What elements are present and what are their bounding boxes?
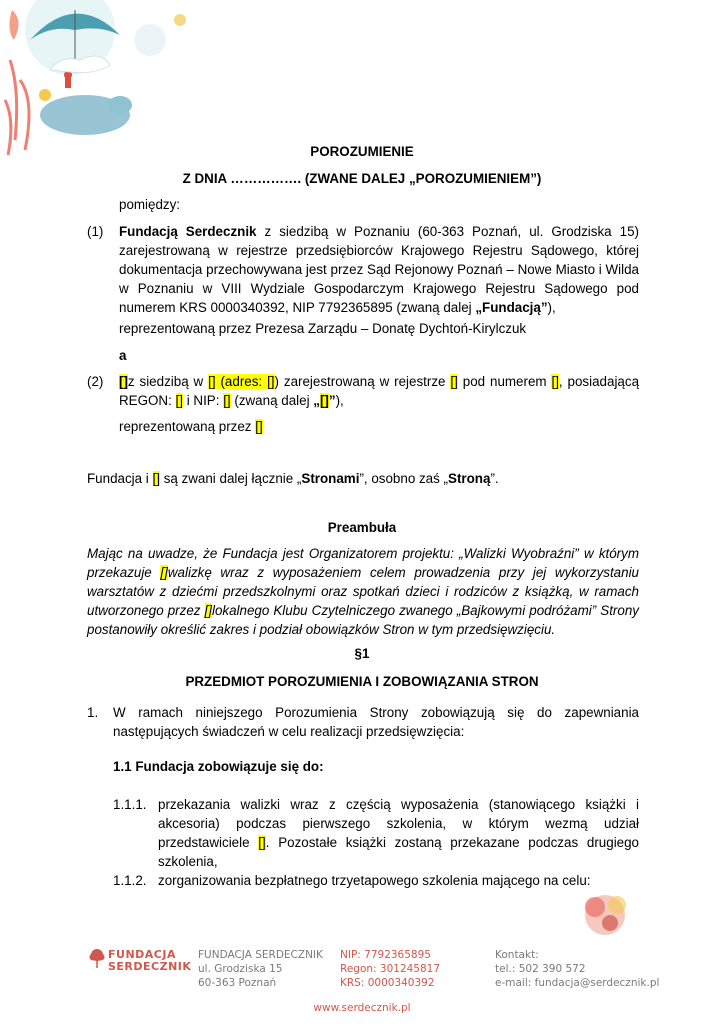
- placeholder-regon[interactable]: []: [175, 393, 183, 408]
- sub111-text: [158, 795, 639, 871]
- placeholder-register[interactable]: []: [450, 374, 458, 389]
- document-title: POROZUMIENIE: [310, 144, 414, 159]
- section-heading: PRZEDMIOT POROZUMIENIA I ZOBOWIĄZANIA STRON: [185, 674, 539, 689]
- placeholder-short-name[interactable]: []: [319, 393, 329, 408]
- footer-address: [198, 948, 323, 990]
- footer-regon: Regon: 301245817: [340, 963, 441, 975]
- parties-term-strona: Stroną: [448, 471, 491, 486]
- footer-nip: NIP: 7792365895: [340, 949, 431, 961]
- placeholder-preamble-1[interactable]: []: [160, 565, 168, 580]
- header-illustration: [0, 0, 200, 160]
- item1-text: W ramach niniejszego Porozumienia Strony zobowiązują się do zapewniania następujących świadczeń w celu realizacji przedsięwzięcia:: [113, 705, 639, 739]
- parties-text-4: ”.: [490, 471, 499, 486]
- sub11-heading: 1.1 Fundacja zobowiązuje się do:: [113, 759, 324, 774]
- placeholder-sub111[interactable]: []: [258, 835, 266, 850]
- footer-tel: tel.: 502 390 572: [495, 963, 586, 975]
- party1-end: ),: [547, 300, 556, 315]
- footer-krs: KRS: 0000340392: [340, 977, 435, 989]
- party2-quote-close: ”: [328, 393, 336, 408]
- party2-number: (2): [87, 374, 104, 389]
- conjunction-and: a: [119, 348, 127, 363]
- preamble-text-3: lokalnego Klubu Czytelniczego zwanego „Bajkowymi podróżami” Strony postanowiły określić zakres i podział obowiązków Stron w tym przedsięwzięciu.: [87, 603, 639, 637]
- party2-text-4: pod numerem: [457, 374, 552, 389]
- party2-text-1: z siedzibą w: [127, 374, 209, 389]
- parties-text-2: są zwani dalej łącznie „: [159, 471, 302, 486]
- placeholder-representative[interactable]: []: [255, 419, 263, 434]
- heart-tree-icon: [88, 948, 106, 970]
- sub111-text-1: przekazania walizki wraz z częścią wyposażenia (stanowiącego książki i akcesoria) podczas pierwszego szkolenia, w którym wezmą udział przedstawiciele: [158, 797, 639, 850]
- placeholder-address[interactable]: []: [267, 374, 275, 389]
- parties-text-1: Fundacja i: [87, 471, 153, 486]
- party1-text: z siedzibą w Poznaniu (60-363 Poznań, ul. Grodziska 15) zarejestrowaną w rejestrze przedsiębiorców Krajowego Rejestru Sądowego, której dokumentacja przechowywana jest przez Sąd Rejonowy Poznań – Nowe Miasto i Wilda w Poznaniu w VIII Wydziale Gospodarczym Krajowego Rejestru Sądowego pod numerem KRS 0000340392, NIP 7792365895 (zwaną dalej: [119, 224, 639, 315]
- footer-website-link[interactable]: www.serdecznik.pl: [313, 1002, 411, 1014]
- placeholder-seat[interactable]: []: [208, 374, 216, 389]
- footer-org-name: FUNDACJA SERDECZNIK: [198, 949, 323, 961]
- party1-description: [119, 222, 639, 317]
- party2-text-3: ) zarejestrowaną w rejestrze: [274, 374, 451, 389]
- party1-name: Fundacją Serdecznik: [119, 224, 257, 239]
- party2-rep-text: reprezentowaną przez: [119, 419, 256, 434]
- footer-logo-text: [108, 949, 191, 973]
- parties-definition: [87, 469, 499, 488]
- parties-text-3: ”, osobno zaś „: [359, 471, 449, 486]
- party2-quote-open: „: [313, 393, 320, 408]
- footer-contact-label: Kontakt:: [495, 949, 539, 961]
- placeholder-nip[interactable]: []: [223, 393, 231, 408]
- party2-text-8: ),: [335, 393, 344, 408]
- party1-representative: reprezentowaną przez Prezesa Zarządu – Donatę Dychtoń-Kirylczuk: [119, 321, 527, 336]
- sub112-text: zorganizowania bezpłatnego trzyetapowego szkolenia mającego na celu:: [158, 873, 591, 888]
- preamble-heading: Preambuła: [327, 520, 397, 535]
- party2-representative: [119, 417, 263, 436]
- parties-term-stronami: Stronami: [301, 471, 360, 486]
- between-label: pomiędzy:: [119, 197, 181, 212]
- sub112-number: 1.1.2.: [113, 873, 147, 888]
- party2-text-2: (adres:: [215, 374, 268, 389]
- document-subtitle: Z DNIA ……………. (ZWANE DALEJ „POROZUMIENIEM”): [182, 171, 542, 186]
- placeholder-party2-name[interactable]: []: [119, 374, 128, 389]
- footer-logo-line2: SERDECZNIK: [108, 960, 192, 973]
- sub111-text-2: . Pozostałe książki zostaną przekazane podczas drugiego szkolenia,: [158, 835, 640, 869]
- sub111-number: 1.1.1.: [113, 797, 147, 812]
- placeholder-preamble-2[interactable]: []: [204, 603, 212, 618]
- party2-text-6: i NIP:: [183, 393, 224, 408]
- item1-number: 1.: [87, 705, 99, 720]
- footer-logo-line1: FUNDACJA: [108, 948, 176, 961]
- preamble-text-2: walizkę wraz z wyposażeniem celem prowadzenia przy jej wykorzystaniu warsztatów z dziećmi przedszkolnymi oraz spotkań dzieci i rodziców z książką, w ramach utworzonego przez: [87, 565, 639, 618]
- footer-contact: [495, 948, 659, 990]
- party2-text-7: (zwaną dalej: [230, 393, 314, 408]
- footer-registration: [340, 948, 440, 990]
- placeholder-number[interactable]: []: [551, 374, 559, 389]
- section-mark: §1: [354, 646, 370, 661]
- footer-illustration: [565, 885, 645, 940]
- placeholder-parties[interactable]: []: [152, 471, 160, 486]
- party2-description: [119, 372, 639, 410]
- party1-number: (1): [87, 224, 104, 239]
- party1-short-name: „Fundacją”: [475, 300, 548, 315]
- preamble-text-1: Mając na uwadze, że Fundacja jest Organizatorem projektu: „Walizki Wyobraźni” w którym przekazuje: [87, 546, 639, 580]
- party2-text-5: , posiadającą REGON:: [119, 374, 640, 408]
- footer-street: ul. Grodziska 15: [198, 963, 283, 975]
- preamble-text: [87, 544, 639, 639]
- footer-city: 60-363 Poznań: [198, 977, 277, 989]
- footer-email[interactable]: e-mail: fundacja@serdecznik.pl: [495, 977, 660, 989]
